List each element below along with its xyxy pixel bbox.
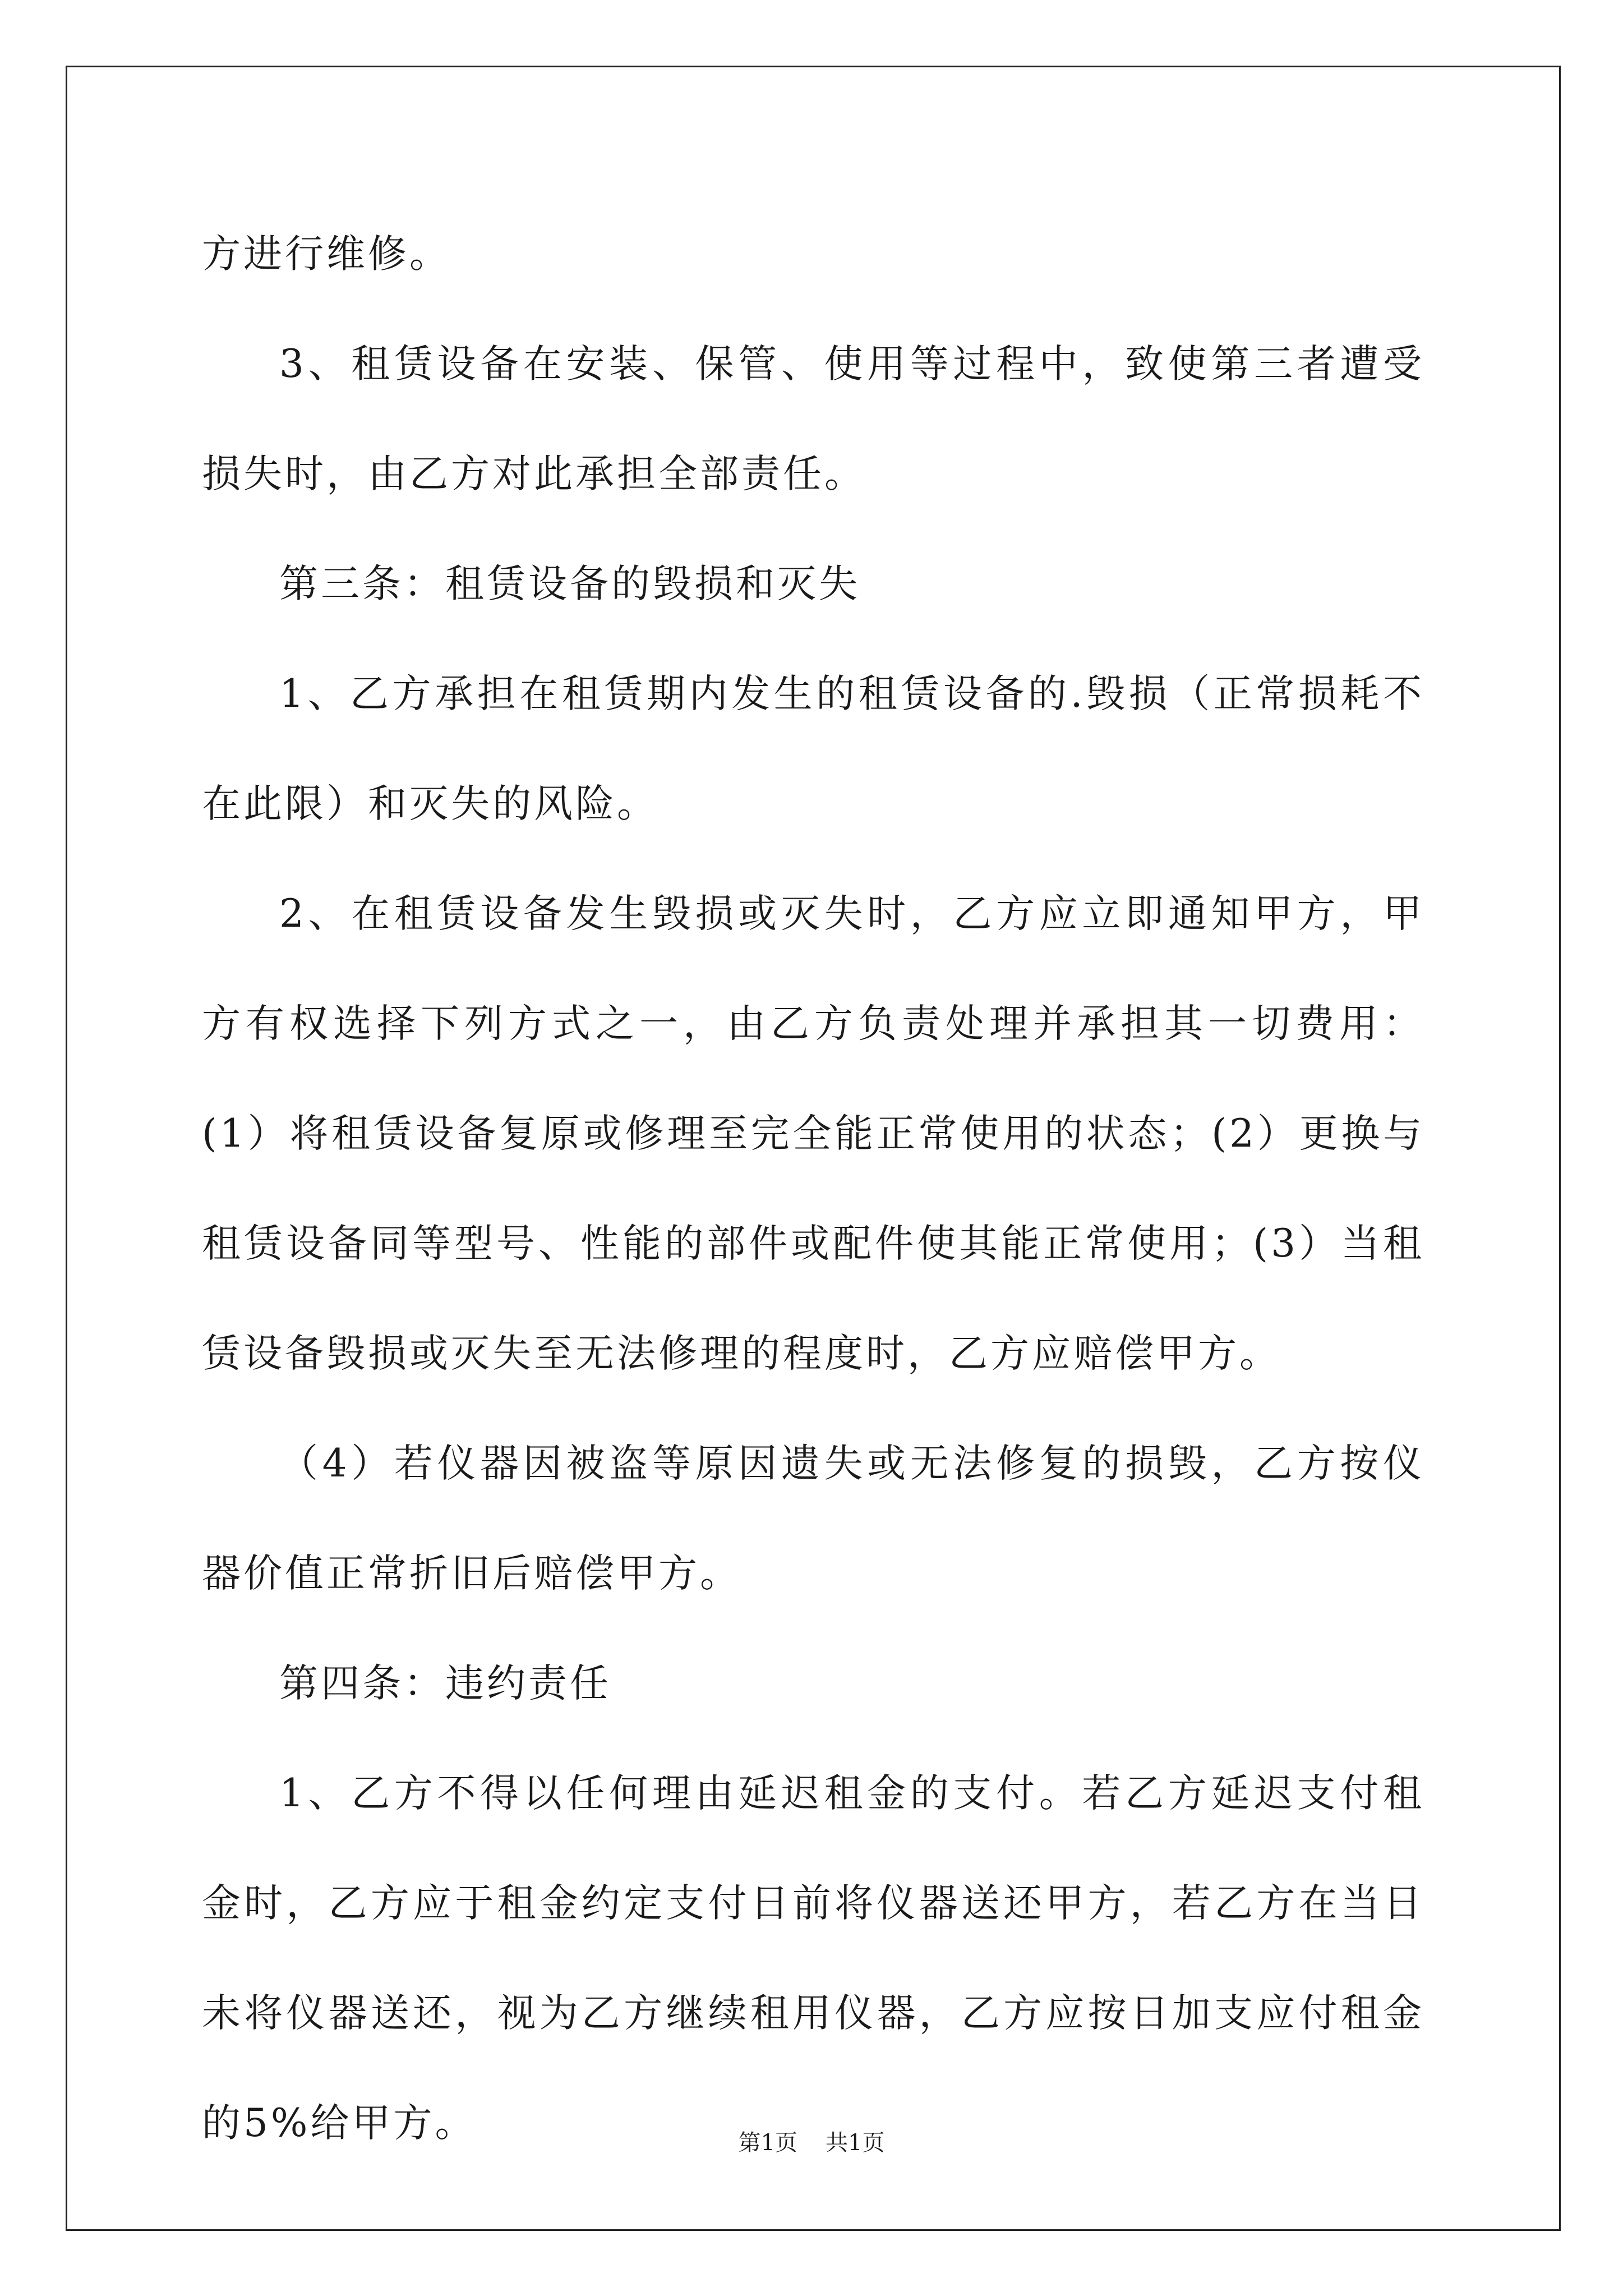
section-heading-4: 第四条：违约责任: [279, 1661, 611, 1706]
paragraph-5: 2、在租赁设备发生毁损或灭失时，乙方应立即通知甲方，甲方有权选择下列方式之一，由乙方负责处理并承担其一切费用：(1）将租赁设备复原或修理至完全能正常使用的状态；(2）更换与租赁设备同等型号、性能的部件或配件使其能正常使用；(3）当租赁设备毁损或灭失至无法修理的程度时，乙方应赔偿甲方。: [202, 891, 1424, 1376]
paragraph-2: 3、租赁设备在安装、保管、使用等过程中，致使第三者遭受损失时，由乙方对此承担全部责任。: [202, 342, 1424, 496]
page-footer: [0, 2126, 1623, 2160]
document-body: [202, 199, 1424, 2178]
paragraph-6: （4）若仪器因被盗等原因遗失或无法修复的损毁，乙方按仪器价值正常折旧后赔偿甲方。: [202, 1441, 1424, 1596]
paragraph-8: 1、乙方不得以任何理由延迟租金的支付。若乙方延迟支付租金时，乙方应于租金约定支付日前将仪器送还甲方，若乙方在当日未将仪器送还，视为乙方继续租用仪器，乙方应按日加支应付租金的5%给甲方。: [202, 1771, 1424, 2146]
paragraph-4: 1、乙方承担在租赁期内发生的租赁设备的.毁损（正常损耗不在此限）和灭失的风险。: [202, 671, 1424, 826]
page-number: 第1页: [738, 2130, 797, 2156]
paragraph-1: 方进行维修。: [202, 232, 451, 277]
page-total: 共1页: [826, 2130, 885, 2156]
section-heading-3: 第三条：租赁设备的毁损和灭失: [279, 562, 860, 606]
